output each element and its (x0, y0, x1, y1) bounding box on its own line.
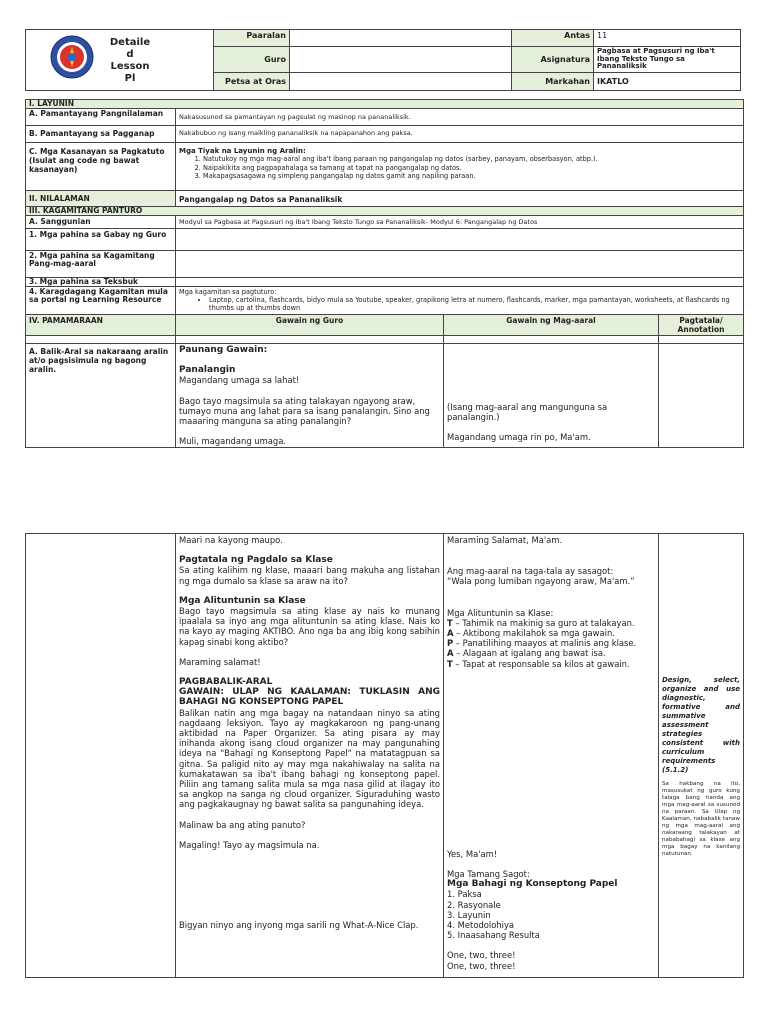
rule-item (447, 638, 655, 648)
asignatura-label: Asignatura (512, 47, 594, 73)
annotation-cell (659, 534, 744, 978)
gabay-guro-label: 1. Mga pahina sa Gabay ng Guro (26, 229, 176, 251)
spacer-cell (659, 336, 744, 344)
guro-text: Balikan natin ang mga bagay na natandaan ninyo sa ating nagdaang leksiyon. Tayo ay magkakaroon ng pang-unang aktibidad na Paper Organizer. Sa ating pisara ay may inihanda akong isang cloud organizer na may pangunahing ideya na "Bahagi ng Konseptong Papel" na matatagpuan sa gitna. Sa paligid nito ay may mga nakahiwalay na salita na kumakatawan sa iba't ibang bahagi ng konseptong papel. Piliin ang tamang salita mula sa mga nasa gilid at ilagay ito sa angkop na sanga ng cloud organizer. Siguraduhing wasto ang pagkakaugnay ng bawat salita sa pangunahing ideya. (179, 707, 440, 810)
kasanayan-label: C. Mga Kasanayan sa Pagkatuto (Isulat ang code ng bawat kasanayan) (26, 143, 176, 191)
section-nilalaman: II. NILALAMAN (26, 191, 176, 207)
kagamitang-pang-mag-aaral-value[interactable] (176, 251, 744, 278)
title-line: Detaile (109, 37, 151, 48)
gawain-heading: GAWAIN: ULAP NG KAALAMAN: TUKLASIN ANG BAHAGI NG KONSEPTONG PAPEL (179, 687, 440, 708)
guro-field[interactable] (290, 47, 512, 73)
guro-text: Maraming salamat! (179, 656, 261, 667)
mag-aaral-text: Mga Tamang Sagot: (447, 869, 530, 880)
alituntunin-heading: Mga Alituntunin sa Klase (179, 595, 306, 606)
mag-aaral-activity-cell (444, 534, 659, 978)
antas-label: Antas (512, 30, 594, 47)
plan-title (106, 37, 154, 81)
title-line: Lesson (110, 61, 150, 72)
petsa-field[interactable] (290, 72, 512, 90)
lesson-plan-table-continued (25, 533, 744, 978)
guro-text: Muli, magandang umaga. (179, 436, 287, 447)
rule-text: – Panatilihing maayos at malinis ang klase. (453, 638, 637, 649)
rule-text: – Tapat at responsable sa kilos at gawain. (452, 658, 630, 669)
sanggunian-label: A. Sanggunian (26, 216, 176, 229)
pamantayang-nilalaman-value: Nakasusunod sa pamantayan ng pagsulat ng masinop na pananaliksik. (176, 109, 744, 126)
title-line: d (126, 49, 134, 60)
section-kagamitan: III. KAGAMITANG PANTURO (26, 207, 744, 216)
markahan-label: Markahan (512, 72, 594, 90)
kagamitan-intro: Mga kagamitan sa pagtuturo: (179, 288, 277, 296)
guro-text: Maari na kayong maupo. (179, 535, 283, 545)
kasanayan-value (176, 143, 744, 191)
section-layunin: I. LAYUNIN (26, 100, 744, 109)
guro-text: Bago tayo magsimula sa ating talakayan ngayong araw, tumayo muna ang lahat para sa isang panalangin. Sino ang maaaring manguna sa ating panalangin? (179, 395, 430, 427)
guro-text: Bigyan ninyo ang inyong mga sarili ng What-A-Nice Clap. (179, 920, 419, 931)
karagdagang-kagamitan-value (176, 287, 744, 315)
balik-aral-label: A. Balik-Aral sa nakaraang aralin at/o pagsisimula ng bagong aralin. (26, 344, 176, 448)
pamantayang-nilalaman-label: A. Pamantayang Pangnilalaman (26, 109, 176, 126)
nilalaman-value: Pangangalap ng Datos sa Pananaliksik (176, 191, 744, 207)
section-pamamaraan: IV. PAMAMARAAN (26, 315, 176, 336)
guro-text: Malinaw ba ang ating panuto? (179, 819, 306, 830)
answer-item: 4. Metodolohiya (447, 920, 515, 931)
rules-list (447, 618, 655, 669)
antas-value: 11 (594, 30, 741, 47)
objective-item: 1. Natutukoy ng mga mag-aaral ang iba't ibang paraan ng pangangalap ng datos (sarbey, panayam, obserbasyon, atbp.). (203, 155, 740, 164)
col-header-mag-aaral: Gawain ng Mag-aaral (444, 315, 659, 336)
markahan-value: IKATLO (594, 72, 741, 90)
kagamitan-list (179, 296, 740, 312)
panalangin-heading: Panalangin (179, 365, 236, 376)
mag-aaral-text: (Isang mag-aaral ang mangunguna sa panalangin.) (447, 402, 608, 423)
bahagi-heading: Mga Bahagi ng Konseptong Papel (447, 879, 618, 890)
pamantayang-pagganap-label: B. Pamantayang sa Pagganap (26, 126, 176, 143)
kasanayan-heading: Mga Tiyak na Layunin ng Aralin: (179, 147, 306, 155)
answer-item: 3. Layunin (447, 909, 491, 920)
mag-aaral-text: Magandang umaga rin po, Ma'am. (447, 432, 591, 443)
kagamitang-pang-mag-aaral-label: 2. Mga pahina sa Kagamitang Pang-mag-aaral (26, 251, 176, 278)
kagamitan-item: • Laptop, cartolina, flashcards, bidyo mula sa Youtube, speaker, grapikong letra at numero, flashcards, marker, mga pamantayan, worksheets, at flashcards ng thumbs up at thumbs down (209, 296, 740, 312)
spacer-cell (176, 336, 444, 344)
asignatura-value: Pagbasa at Pagsusuri ng Iba't Ibang Teksto Tungo sa Pananaliksik (594, 47, 741, 73)
guro-activity-cell (176, 534, 444, 978)
objective-item: 3. Makapagsasagawa ng simpleng pangangalap ng datos gamit ang napiling paraan. (203, 172, 740, 181)
objective-item: 2. Naipakikita ang pagpapahalaga sa tamang at tapat na pangangalap ng datos. (203, 164, 740, 173)
rule-letter: A (447, 628, 454, 639)
rule-letter: P (447, 638, 454, 649)
annotation-cell (659, 344, 744, 448)
pamantayang-pagganap-value: Nakabubuo ng isang maikling pananaliksik na napapanahon ang paksa. (176, 126, 744, 143)
rule-item (447, 628, 655, 638)
rule-item (447, 648, 655, 658)
deped-seal-icon (50, 35, 94, 79)
col-header-guro: Gawain ng Guro (176, 315, 444, 336)
spacer-cell (444, 336, 659, 344)
rule-letter: T (447, 617, 453, 628)
lesson-plan-table (25, 99, 744, 448)
logo-title-cell (26, 30, 214, 91)
petsa-label: Petsa at Oras (214, 72, 290, 90)
mag-aaral-activity-cell (444, 344, 659, 448)
gabay-guro-value[interactable] (176, 229, 744, 251)
mag-aaral-text: One, two, three! (447, 960, 516, 971)
rule-item (447, 659, 655, 669)
paunang-gawain-heading: Paunang Gawain: (179, 345, 268, 355)
rule-text: – Alagaan at igalang ang bawat isa. (453, 648, 606, 659)
annotation-heading: Design, select, organize and use diagnostic, formative and summative assessment strategies consistent with curriculum requirements (5.1.2) (662, 676, 740, 774)
guro-label: Guro (214, 47, 290, 73)
header-table (25, 29, 741, 91)
rule-text: – Tahimik na makinig sa guro at talakayan. (452, 617, 635, 628)
guro-text: Bago tayo magsimula sa ating klase ay nais ko munang ipaalala sa inyo ang mga alituntunin sa ating klase. Nais ko na kayo ay maging AKTIBO. Ano nga ba ang ibig kong sabihin kapag sinabi kong aktibo? (179, 606, 440, 647)
objectives-list (179, 155, 740, 181)
mag-aaral-text: “Wala pong lumiban ngayong araw, Ma'am.” (447, 576, 635, 587)
mag-aaral-text: Mga Alituntunin sa Klase: (447, 607, 554, 618)
pagtatala-heading: Pagtatala ng Pagdalo sa Klase (179, 555, 333, 566)
karagdagang-kagamitan-label: 4. Karagdagang Kagamitan mula sa portal ng Learning Resource (26, 287, 176, 315)
guro-activity-cell (176, 344, 444, 448)
guro-text: Sa ating kalihim ng klase, maaari bang makuha ang listahan ng mga dumalo sa klase sa araw na ito? (179, 565, 440, 586)
step-label-cell (26, 534, 176, 978)
annotation-text: Sa hakbang na ito, masusukat ng guro kung talaga bang handa ang mga mag-aaral sa susunod na paraan. Sa Ulap ng Kaalaman, nababalik tanaw ng mga mag-aaral ang nakaraang talakayan at nababahagi sa klase ang mga bagay na kanilang natutunan. (662, 781, 740, 857)
sanggunian-value: Modyul sa Pagbasa at Pagsusuri ng Iba't Ibang Teksto Tungo sa Pananaliksik- Modyul 6: Pangangalap ng Datos (176, 216, 744, 229)
guro-text: Magandang umaga sa lahat! (179, 375, 300, 386)
guro-text: Magaling! Tayo ay magsimula na. (179, 839, 320, 850)
mag-aaral-text: One, two, three! (447, 950, 516, 961)
spacer-cell (26, 336, 176, 344)
answer-item: 2. Rasyonale (447, 899, 501, 910)
paaralan-label: Paaralan (214, 30, 290, 47)
title-line: Pl (124, 73, 136, 81)
col-header-pagtatala: Pagtatala/ Annotation (659, 315, 744, 336)
rule-letter: T (447, 658, 453, 669)
pagbabalik-aral-heading: PAGBABALIK-ARAL (179, 677, 273, 688)
mag-aaral-text: Maraming Salamat, Ma'am. (447, 535, 563, 545)
paaralan-field[interactable] (290, 30, 512, 47)
rule-letter: A (447, 648, 454, 659)
answer-item: 1. Paksa (447, 889, 482, 900)
rule-item (447, 618, 655, 628)
teksbuk-value[interactable] (176, 278, 744, 287)
teksbuk-label: 3. Mga pahina sa Teksbuk (26, 278, 176, 287)
mag-aaral-text: Yes, Ma'am! (447, 848, 498, 859)
rule-text: – Aktibong makilahok sa mga gawain. (453, 628, 615, 639)
mag-aaral-text: Ang mag-aaral na taga-tala ay sasagot: (447, 566, 614, 577)
answer-item: 5. Inaasahang Resulta (447, 930, 540, 941)
